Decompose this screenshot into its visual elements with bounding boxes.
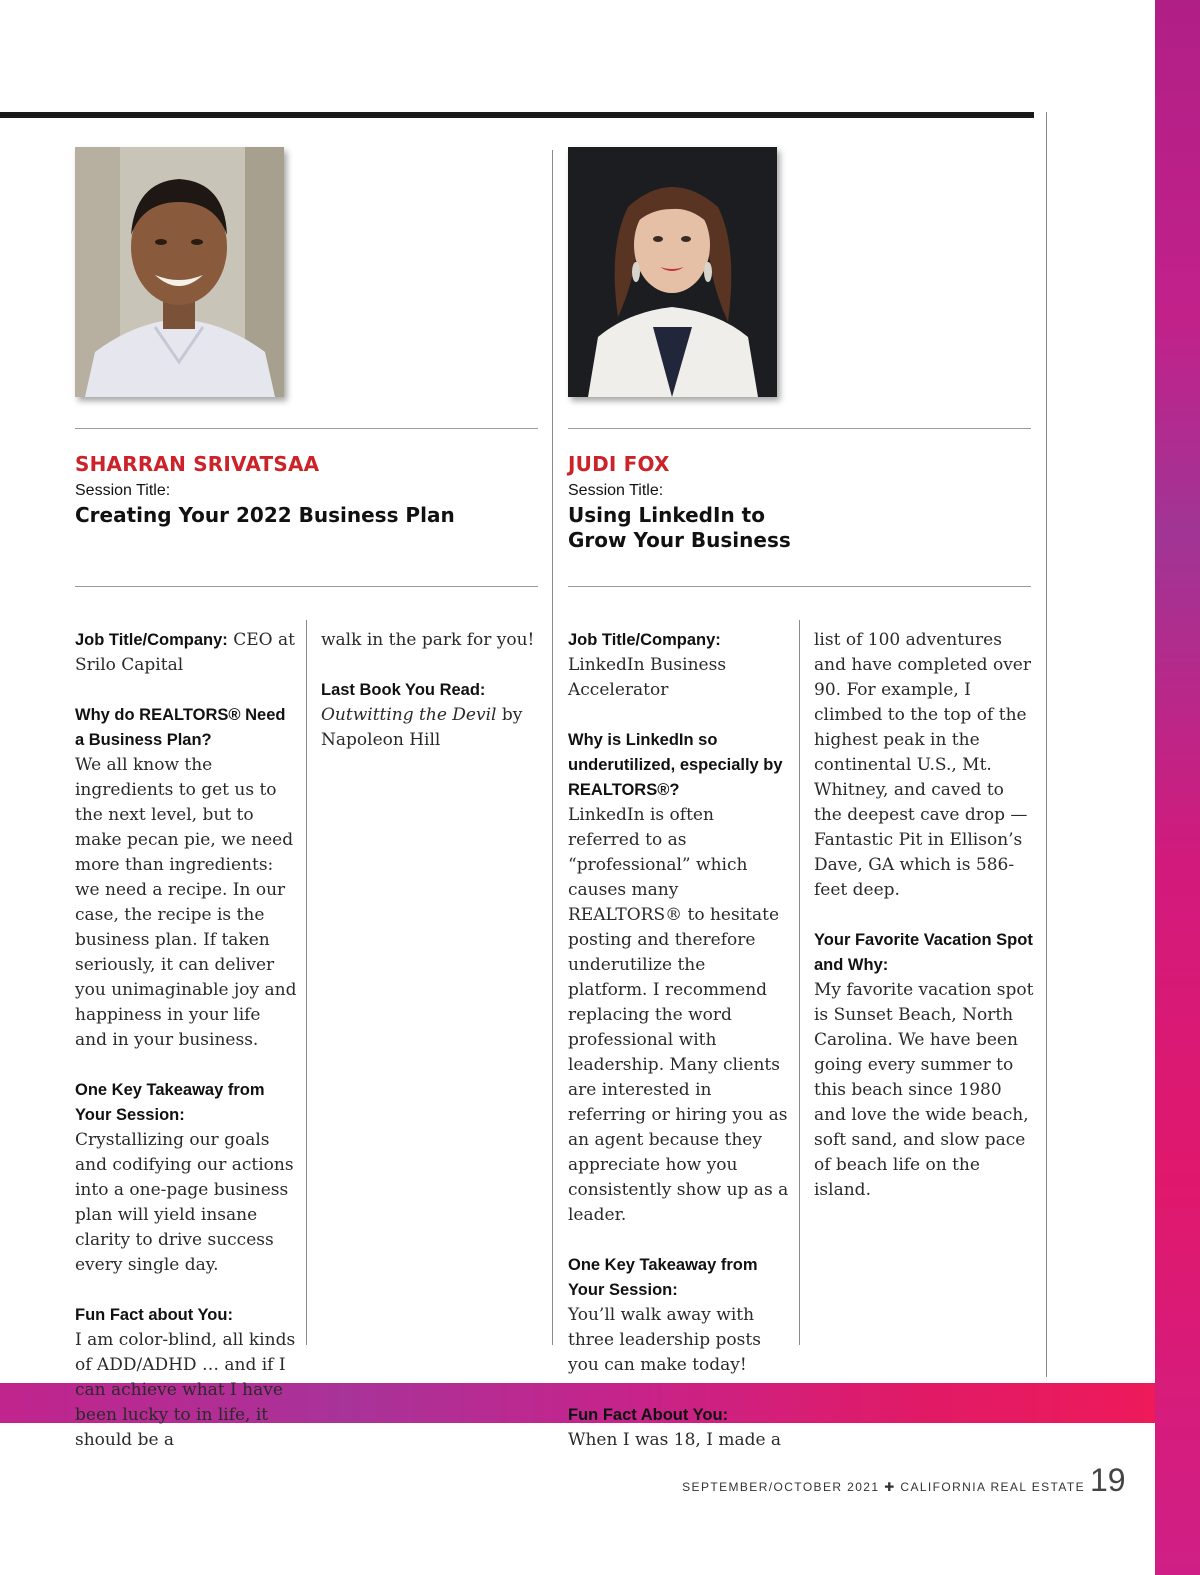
- answer-text: list of 100 adventures and have completed over 90. For example, I climbed to the top of the highest peak in the continental U.S., Mt. Whitney, and caved to the deepest cave drop — Fantastic Pit in Ellison’s Dave, GA which is 586-feet deep.: [814, 630, 1031, 900]
- q4-paragraph: [321, 678, 543, 753]
- rule-below-title-right: [568, 586, 1031, 587]
- body-column-judi-a: [568, 628, 790, 1478]
- speaker-name-sharran: SHARRAN SRIVATSAA: [75, 452, 320, 476]
- job-label: Job Title/Company:: [75, 631, 228, 649]
- session-title-sharran: Creating Your 2022 Business Plan: [75, 503, 455, 527]
- job-paragraph: [568, 628, 790, 703]
- right-decorative-band: [1155, 0, 1200, 1575]
- speaker-photo-sharran: [75, 147, 284, 397]
- session-label-judi: Session Title:: [568, 482, 664, 499]
- question-heading: One Key Takeaway from Your Session:: [568, 1256, 758, 1299]
- question-heading: Your Favorite Vacation Spot and Why:: [814, 931, 1033, 974]
- q1-paragraph: [568, 728, 790, 1228]
- answer-text: LinkedIn is often referred to as “professional” which causes many REALTORS® to hesitate posting and therefore underutilize the platform. I recommend replacing the word professional with leadership. Many clients are interested in referring or hiring you as an agent because they appreciate how you consistently show up as a leader.: [568, 805, 789, 1225]
- q2-paragraph: [75, 1078, 297, 1278]
- q3-paragraph: [75, 1303, 297, 1453]
- q3-continued: [814, 628, 1036, 903]
- job-label: Job Title/Company:: [568, 631, 721, 649]
- folio-text: SEPTEMBER/OCTOBER 2021 ✚ CALIFORNIA REAL ESTATE: [682, 1480, 1085, 1494]
- q3-paragraph: [568, 1403, 790, 1453]
- session-label-sharran: Session Title:: [75, 482, 171, 499]
- job-value: LinkedIn Business Accelerator: [568, 655, 727, 700]
- q2-paragraph: [568, 1253, 790, 1378]
- question-heading: Why is LinkedIn so underutilized, especially by REALTORS®?: [568, 731, 783, 799]
- question-heading: Why do REALTORS® Need a Business Plan?: [75, 706, 286, 749]
- body-column-judi-b: [814, 628, 1036, 1228]
- column-divider: [552, 150, 553, 1345]
- job-value: CEO at Srilo Capital: [75, 630, 295, 675]
- speaker-name-judi: JUDI FOX: [568, 452, 670, 476]
- job-paragraph: [75, 628, 297, 678]
- q1-paragraph: [75, 703, 297, 1053]
- page-number: 19: [1090, 1462, 1126, 1498]
- rule-below-title-left: [75, 586, 538, 587]
- top-rule: [0, 112, 1034, 118]
- answer-text: My favorite vacation spot is Sunset Beach, North Carolina. We have been going every summer to this beach since 1980 and love the wide beach, soft sand, and slow pace of beach life on the island.: [814, 980, 1034, 1200]
- question-heading: Fun Fact About You:: [568, 1406, 729, 1424]
- q4-paragraph: [814, 928, 1036, 1203]
- answer-text: I am color-blind, all kinds of ADD/ADHD … and if I can achieve what I have been lucky to in life, it should be a: [75, 1330, 296, 1450]
- sub-column-divider-left: [306, 620, 307, 1345]
- question-heading: One Key Takeaway from Your Session:: [75, 1081, 265, 1124]
- page-right-rule: [1046, 112, 1047, 1377]
- answer-text: Crystallizing our goals and codifying our actions into a one-page business plan will yield insane clarity to drive success every single day.: [75, 1130, 294, 1275]
- answer-text: walk in the park for you!: [321, 630, 535, 650]
- answer-text: You’ll walk away with three leadership posts you can make today!: [568, 1305, 761, 1375]
- session-title-judi: Using LinkedIn to Grow Your Business: [568, 503, 791, 552]
- body-column-sharran-b: [321, 628, 543, 778]
- rule-above-name-left: [75, 428, 538, 429]
- body-column-sharran-a: [75, 628, 297, 1478]
- question-heading: Fun Fact about You:: [75, 1306, 233, 1324]
- q3-continued: [321, 628, 543, 653]
- rule-above-name-right: [568, 428, 1031, 429]
- question-heading: Last Book You Read:: [321, 681, 486, 699]
- book-title: Outwitting the Devil: [321, 705, 497, 725]
- book-author: by Napoleon Hill: [321, 705, 523, 750]
- answer-text: When I was 18, I made a: [568, 1430, 782, 1450]
- speaker-photo-judi: [568, 147, 777, 397]
- answer-text: We all know the ingredients to get us to the next level, but to make pecan pie, we need more than ingredients: we need a recipe. In our case, the recipe is the business plan. If taken seriously, it can deliver you unimaginable joy and happiness in your life and in your business.: [75, 755, 297, 1050]
- sub-column-divider-right: [799, 620, 800, 1345]
